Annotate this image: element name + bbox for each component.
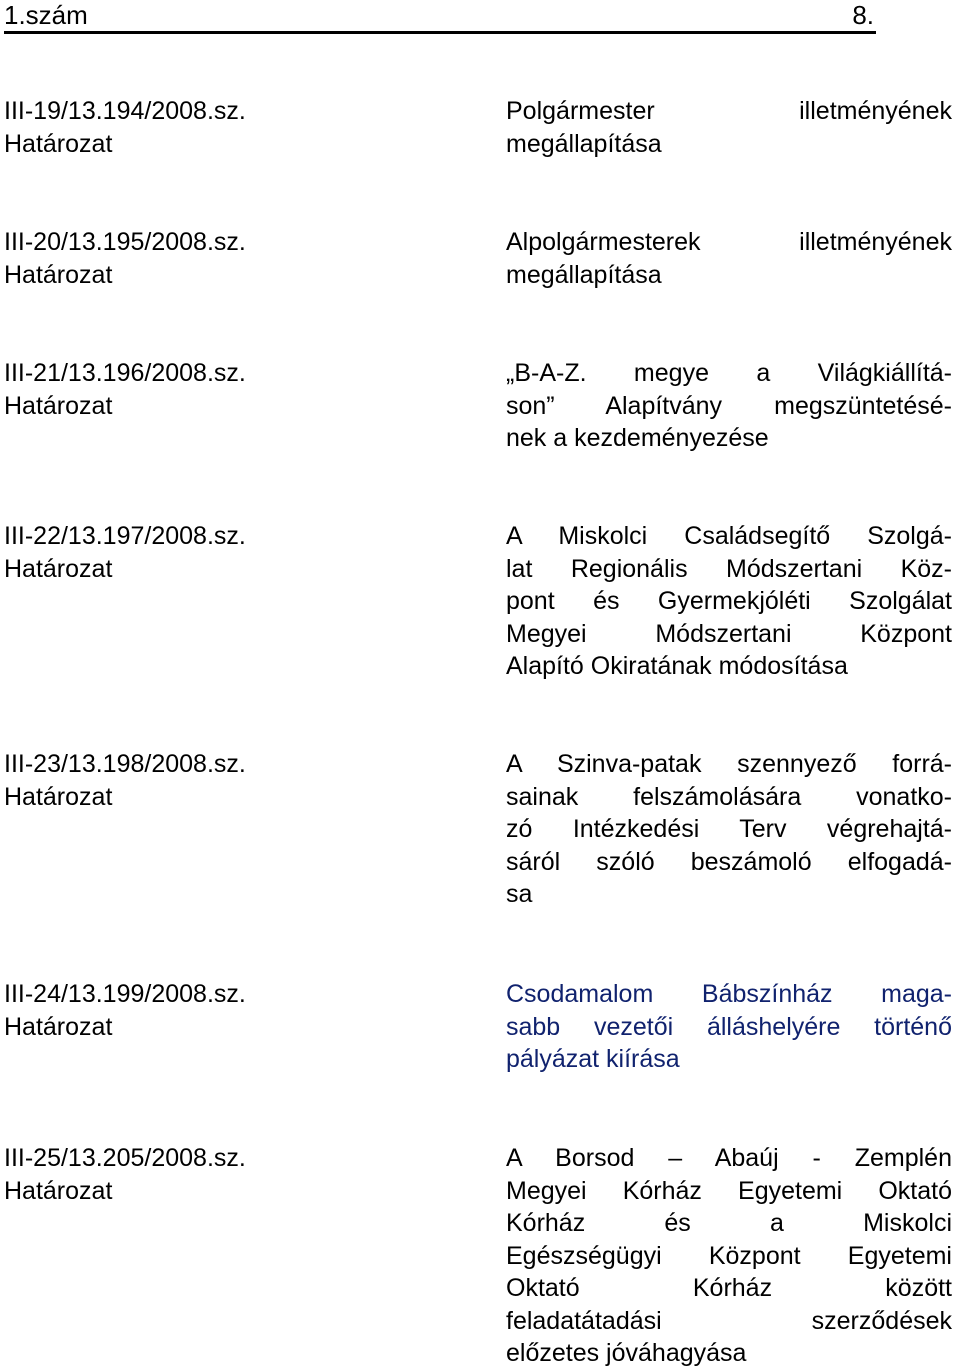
resolution-number: III-24/13.199/2008.sz. — [4, 980, 246, 1008]
resolution-number: III-19/13.194/2008.sz. — [4, 97, 246, 125]
resolution-reference — [4, 95, 304, 160]
resolution-type: Határozat — [4, 782, 113, 811]
title-line: zó Intézkedési Terv végrehajtá- — [506, 815, 952, 843]
title-line: Kórház és a Miskolci — [506, 1209, 952, 1237]
title-line: A Miskolci Családsegítő Szolgá- — [506, 522, 952, 550]
title-line: megállapítása — [506, 129, 662, 158]
resolution-type: Határozat — [4, 554, 113, 583]
resolution-title — [506, 1142, 952, 1370]
resolution-type: Határozat — [4, 391, 113, 420]
resolution-title — [506, 748, 952, 911]
title-line: megállapítása — [506, 260, 662, 289]
resolution-title — [506, 520, 952, 683]
resolution-number: III-23/13.198/2008.sz. — [4, 750, 246, 778]
resolution-type: Határozat — [4, 1176, 113, 1205]
title-line: sainak felszámolására vonatko- — [506, 782, 952, 811]
resolution-title — [506, 978, 952, 1076]
title-line: A Szinva-patak szennyező forrá- — [506, 750, 952, 778]
title-line: Polgármester illetményének — [506, 97, 952, 125]
resolution-reference — [4, 226, 304, 291]
resolution-number: III-21/13.196/2008.sz. — [4, 359, 246, 387]
title-line: A Borsod – Abaúj - Zemplén — [506, 1144, 952, 1172]
title-line: sabb vezetői álláshelyére történő — [506, 1012, 952, 1041]
title-line: „B-A-Z. megye a Világkiállítá- — [506, 359, 952, 387]
title-line: Megyei Módszertani Központ — [506, 619, 952, 648]
title-line: feladatátadási szerződések — [506, 1306, 952, 1335]
resolution-number: III-20/13.195/2008.sz. — [4, 228, 246, 256]
title-line: Alpolgármesterek illetményének — [506, 228, 952, 256]
resolution-title — [506, 95, 952, 160]
page-number: 8. — [852, 0, 874, 30]
resolution-reference — [4, 520, 304, 585]
title-line: lat Regionális Módszertani Köz- — [506, 554, 952, 583]
title-line: pont és Gyermekjóléti Szolgálat — [506, 587, 952, 615]
resolution-title — [506, 357, 952, 455]
title-line: előzetes jóváhagyása — [506, 1339, 747, 1367]
issue-number: 1.szám — [4, 0, 88, 30]
title-line: sáról szóló beszámoló elfogadá- — [506, 847, 952, 876]
title-line: Egészségügyi Központ Egyetemi — [506, 1241, 952, 1270]
resolution-title — [506, 226, 952, 291]
page-header — [4, 0, 876, 34]
title-line: Csodamalom Bábszínház maga- — [506, 980, 952, 1008]
title-line: Alapító Okiratának módosítása — [506, 652, 848, 680]
resolution-number: III-22/13.197/2008.sz. — [4, 522, 246, 550]
resolution-type: Határozat — [4, 129, 113, 158]
title-line: Megyei Kórház Egyetemi Oktató — [506, 1176, 952, 1205]
resolution-type: Határozat — [4, 1012, 113, 1041]
resolution-type: Határozat — [4, 260, 113, 289]
title-line: pályázat kiírása — [506, 1045, 680, 1073]
resolution-reference — [4, 357, 304, 422]
title-line: nek a kezdeményezése — [506, 424, 769, 452]
resolution-number: III-25/13.205/2008.sz. — [4, 1144, 246, 1172]
title-line: Oktató Kórház között — [506, 1274, 952, 1302]
resolution-reference — [4, 748, 304, 813]
resolution-reference — [4, 1142, 304, 1207]
title-line: son” Alapítvány megszüntetésé- — [506, 391, 952, 420]
title-line: sa — [506, 880, 533, 908]
resolution-reference — [4, 978, 304, 1043]
